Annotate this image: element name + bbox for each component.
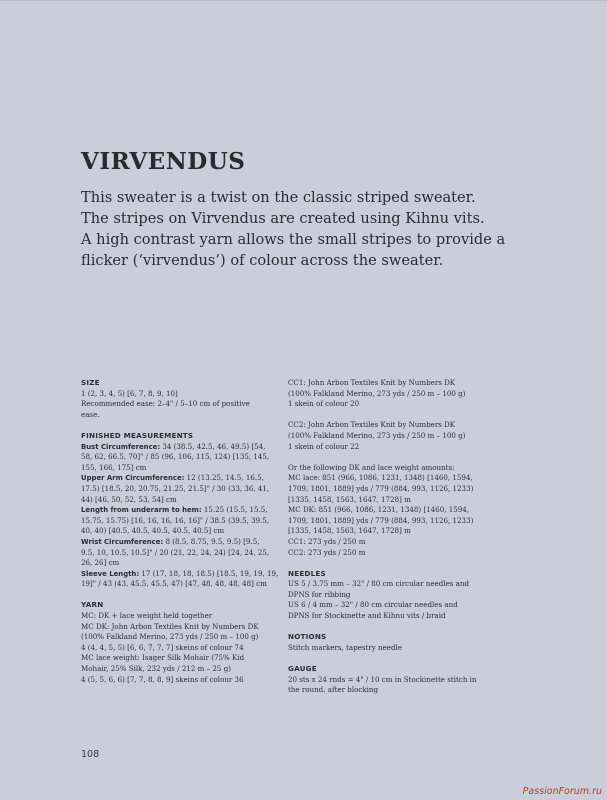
wrist-value: 8 (8.5, 8.75, 9.5, 9.5) [9.5, <box>163 536 260 546</box>
measurement-line: 44) [46, 50, 52, 53, 54] cm <box>81 494 177 504</box>
intro-line: This sweater is a twist on the classic striped sweater. <box>81 189 476 206</box>
measurement-line: 40, 40) [40.5, 40.5, 40.5, 40.5, 40.5] cm <box>81 526 225 536</box>
bust-label: Bust Circumference: <box>81 442 161 451</box>
wrist-label: Wrist Circumference: <box>81 537 164 546</box>
upper-arm-label: Upper Arm Circumference: <box>81 474 185 483</box>
page-top-edge <box>0 0 607 1</box>
measurement-line: 26, 26] cm <box>81 558 120 568</box>
intro-paragraph <box>81 187 506 271</box>
alt-amounts-line: 1709, 1801, 1889] yds / 779 (884, 993, 1126, 1233) <box>288 483 474 493</box>
alt-amounts-line: MC lace: 851 (966, 1086, 1231, 1348) [1460, 1594, <box>288 473 473 483</box>
gauge-line: the round, after blocking <box>288 685 379 695</box>
alt-amounts-line: Or the following DK and lace weight amounts: <box>288 462 455 472</box>
page-number: 108 <box>81 749 100 760</box>
alt-amounts-line: CC1: 273 yds / 250 m <box>288 536 366 546</box>
needles-line: DPNS for ribbing <box>288 589 351 599</box>
cc2-line: 1 skein of colour 22 <box>288 441 360 451</box>
cc2-line: (100% Falkland Merino, 273 yds / 250 m – 100 g) <box>288 430 466 440</box>
yarn-line: 4 (4, 4, 5, 5) [6, 6, 7, 7, 7] skeins of colour 74 <box>81 642 244 652</box>
intro-line: flicker (‘virvendus’) of colour across the sweater. <box>81 252 444 269</box>
needles-line: US 5 / 3.75 mm – 32" / 80 cm circular needles and <box>288 579 470 589</box>
measurement-line: 17.5) [18.5, 20, 20.75, 21.25, 21.5]" / 30 (33, 36, 41, <box>81 483 270 493</box>
yarn-line: MC: DK + lace weight held together <box>81 611 213 621</box>
notions-heading: NOTIONS <box>288 632 327 642</box>
measurement-line <box>81 505 281 516</box>
left-column <box>81 378 281 685</box>
length-label: Length from underarm to hem: <box>81 506 202 515</box>
upper-arm-value: 12 (13.25, 14.5, 16.5, <box>184 473 264 483</box>
alt-amounts-line: 1709, 1801, 1889] yds / 779 (884, 993, 1126, 1233) <box>288 515 474 525</box>
needles-heading: NEEDLES <box>288 568 326 578</box>
yarn-line: 4 (5, 5, 6, 6) [7, 7, 8, 8, 9] skeins of colour 36 <box>81 674 244 684</box>
measurement-line <box>81 442 281 453</box>
size-line: 1 (2, 3, 4, 5) [6, 7, 8, 9, 10] <box>81 388 178 398</box>
yarn-line: MC lace weight: Isager Silk Mohair (75% Kid <box>81 653 245 663</box>
intro-line: A high contrast yarn allows the small stripes to provide a <box>81 231 506 248</box>
size-line: Recommended ease: 2–4" / 5–10 cm of positive <box>81 399 250 409</box>
alt-amounts-line: [1335, 1458, 1563, 1647, 1728] m <box>288 526 411 536</box>
measurement-line: 155, 166, 175] cm <box>81 462 147 472</box>
measurement-line: 58, 62, 66.5, 70]" / 85 (96, 106, 115, 124) [135, 145, <box>81 452 270 462</box>
cc1-line: (100% Falkland Merino, 273 yds / 250 m – 100 g) <box>288 388 466 398</box>
alt-amounts-line: CC2: 273 yds / 250 m <box>288 547 366 557</box>
needles-line: US 6 / 4 mm – 32" / 80 cm circular needles and <box>288 600 458 610</box>
gauge-heading: GAUGE <box>288 664 317 674</box>
alt-amounts-line: MC DK: 851 (966, 1086, 1231, 1348) [1460, 1594, <box>288 505 470 515</box>
measurement-line: 9.5, 10, 10.5, 10.5]" / 20 (21, 22, 24, 24) [24, 24, 25, <box>81 547 270 557</box>
sleeve-value: 17 (17, 18, 18, 18.5) [18.5, 19, 19, 19, <box>139 568 279 578</box>
size-line: ease. <box>81 409 100 419</box>
gauge-line: 20 sts x 24 rnds = 4" / 10 cm in Stockinette stitch in <box>288 674 477 684</box>
intro-line: The stripes on Virvendus are created using Kihnu vits. <box>81 210 485 227</box>
notions-line: Stitch markers, tapestry needle <box>288 642 402 652</box>
watermark-logo: PassionForum.ru <box>522 786 602 797</box>
yarn-line: Mohair, 25% Silk, 232 yds / 212 m – 25 g) <box>81 664 232 674</box>
finished-measurements-heading: FINISHED MEASUREMENTS <box>81 430 194 440</box>
yarn-line: (100% Falkland Merino, 273 yds / 250 m – 100 g) <box>81 632 259 642</box>
needles-line: DPNS for Stockinette and Kihnu vits / braid <box>288 611 446 621</box>
measurement-line <box>81 537 281 548</box>
yarn-heading: YARN <box>81 600 104 610</box>
bust-value: 34 (38.5, 42.5, 46, 49.5) [54, <box>160 441 266 451</box>
sleeve-label: Sleeve Length: <box>81 569 140 578</box>
alt-amounts-line: [1335, 1458, 1563, 1647, 1728] m <box>288 494 411 504</box>
cc2-line: CC2: John Arbon Textiles Knit by Numbers DK <box>288 420 456 430</box>
measurement-line: 15.75, 15.75) [16, 16, 16, 16, 16]" / 38.5 (39.5, 39.5, <box>81 515 270 525</box>
measurement-line: 19]" / 43 (43, 45.5, 45.5, 47) [47, 48, 48, 48, 48] cm <box>81 579 267 589</box>
size-heading: SIZE <box>81 378 100 387</box>
right-column <box>288 378 488 696</box>
yarn-line: MC DK: John Arbon Textiles Knit by Numbers DK <box>81 621 259 631</box>
measurement-line <box>81 473 281 484</box>
measurement-line <box>81 569 281 580</box>
length-value: 15.25 (15.5, 15.5, <box>201 505 268 515</box>
cc1-line: CC1: John Arbon Textiles Knit by Numbers DK <box>288 378 456 387</box>
pattern-title: VIRVENDUS <box>81 148 246 175</box>
cc1-line: 1 skein of colour 20 <box>288 399 360 409</box>
